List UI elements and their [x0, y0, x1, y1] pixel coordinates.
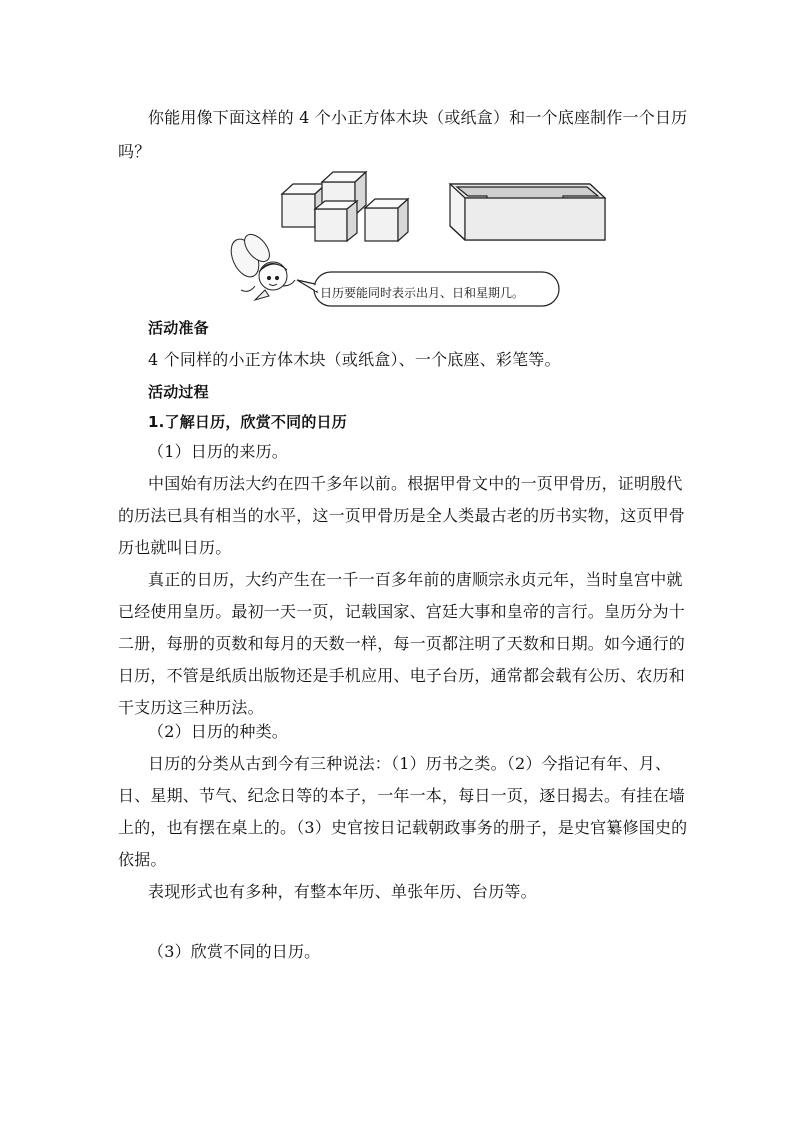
cube-4 [365, 199, 408, 241]
sub-1-p1-line-3: 历也就叫日历。 [118, 538, 232, 557]
prep-text: 4 个同样的小正方体木块（或纸盒）、一个底座、彩笔等。 [148, 350, 561, 369]
sub-2-p1-line-3: 上的，也有摆在桌上的。（3）史官按日记载朝政事务的册子，是史官纂修国史的 [118, 818, 688, 837]
prep-heading: 活动准备 [148, 319, 209, 337]
sub-1-p1-line-1: 中国始有历法大约在四千多年以前。根据甲骨文中的一页甲骨历，证明殷代 [148, 474, 683, 493]
speech-bubble-text: 日历要能同时表示出月、日和星期几。 [320, 286, 525, 300]
sub-1-p2-line-4: 日历，不管是纸质出版物还是手机应用、电子台历，通常都会载有公历、农历和 [118, 666, 686, 685]
sub-1-heading: （1）日历的来历。 [148, 442, 288, 461]
base-tray [450, 184, 605, 240]
sub-2-p1-line-4: 依据。 [118, 850, 167, 869]
sub-1-p2-line-1: 真正的日历，大约产生在一千一百多年前的唐顺宗永贞元年，当时皇宫中就 [148, 570, 683, 589]
sub-2-heading: （2）日历的种类。 [148, 722, 288, 741]
step-1-heading: 1.了解日历，欣赏不同的日历 [148, 413, 347, 431]
process-heading: 活动过程 [148, 383, 209, 401]
intro-line-1: 你能用像下面这样的 4 个小正方体木块（或纸盒）和一个底座制作一个日历 [148, 108, 688, 127]
sub-1-p2-line-5: 干支历这三种历法。 [118, 698, 264, 717]
cube-3 [315, 201, 357, 241]
intro-line-2: 吗？ [118, 142, 151, 161]
sub-1-p2-line-2: 已经使用皇历。最初一天一页，记载国家、宫廷大事和皇帝的言行。皇历分为十 [118, 602, 686, 621]
sub-1-p1-line-2: 的历法已具有相当的水平，这一页甲骨历是全人类最古老的历书实物，这页甲骨 [118, 506, 686, 525]
cartoon-girl [226, 230, 295, 300]
sub-2-p1-line-2: 日、星期、节气、纪念日等的本子，一年一本，每日一页，逐日揭去。有挂在墙 [118, 786, 686, 805]
sub-2-p2: 表现形式也有多种，有整本年历、单张年历、台历等。 [148, 882, 537, 901]
sub-1-p2-line-3: 二册，每册的页数和每月的天数一样，每一页都注明了天数和日期。如今通行的 [118, 634, 686, 653]
sub-2-p1-line-1: 日历的分类从古到今有三种说法：（1）历书之类。（2）今指记有年、月、 [148, 754, 672, 773]
sub-3-heading: （3）欣赏不同的日历。 [148, 942, 321, 961]
cubes-group [282, 172, 408, 241]
